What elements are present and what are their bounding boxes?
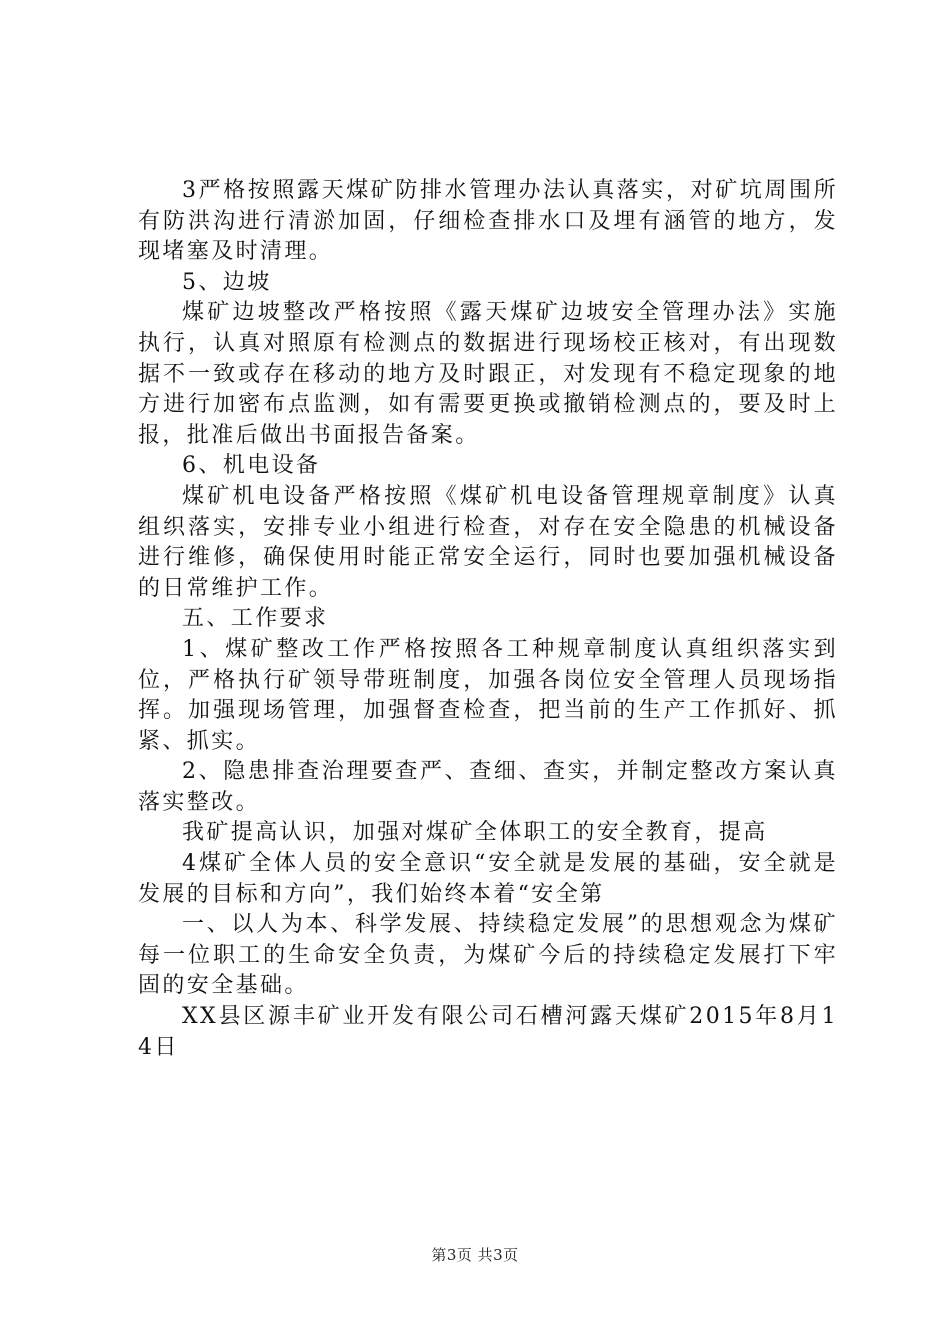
page-number-footer: 第3页 共3页 [431,1246,519,1264]
paragraph-requirement-2: 2、隐患排查治理要查严、查细、查实，并制定整改方案认真落实整改。 [138,759,838,815]
heading-slope: 5、边坡 [182,269,272,295]
paragraph-electromechanical: 煤矿机电设备严格按照《煤矿机电设备管理规章制度》认真组织落实，安排专业小组进行检查，对存在安全隐患的机械设备进行维修，确保使用时能正常安全运行，同时也要加强机械设备的日常维护工作。 [138,483,838,601]
paragraph-people-oriented: 一、以人为本、科学发展、持续稳定发展”的思想观念为煤矿每一位职工的生命安全负责，为煤矿今后的持续稳定发展打下牢固的安全基础。 [138,912,838,999]
document-body [138,176,838,1063]
heading-electromechanical: 6、机电设备 [182,453,321,479]
paragraph-drainage: 3严格按照露天煤矿防排水管理办法认真落实，对矿坑周围所有防洪沟进行清淤加固，仔细检查排水口及埋有涵管的地方，发现堵塞及时清理。 [138,178,838,265]
paragraph-requirement-1: 1、煤矿整改工作严格按照各工种规章制度认真组织落实到位，严格执行矿领导带班制度，加强各岗位安全管理人员现场指挥。加强现场管理，加强督查检查，把当前的生产工作抓好、抓紧、抓实。 [138,636,838,754]
paragraph-awareness: 我矿提高认识，加强对煤矿全体职工的安全教育，提高 [182,820,768,846]
paragraph-slope: 煤矿边坡整改严格按照《露天煤矿边坡安全管理办法》实施执行，认真对照原有检测点的数据进行现场校正核对，有出现数据不一致或存在移动的地方及时跟正，对发现有不稳定现象的地方进行加密布点监测，如有需要更换或撤销检测点的，要及时上报，批准后做出书面报告备案。 [138,300,838,448]
paragraph-safety-slogan: 4煤矿全体人员的安全意识“安全就是发展的基础，安全就是发展的目标和方向”，我们始终本着“安全第 [138,851,838,907]
signature-line: XX县区源丰矿业开发有限公司石槽河露天煤矿2015年8月14日 [138,1004,838,1060]
heading-work-requirements: 五、工作要求 [182,606,329,632]
